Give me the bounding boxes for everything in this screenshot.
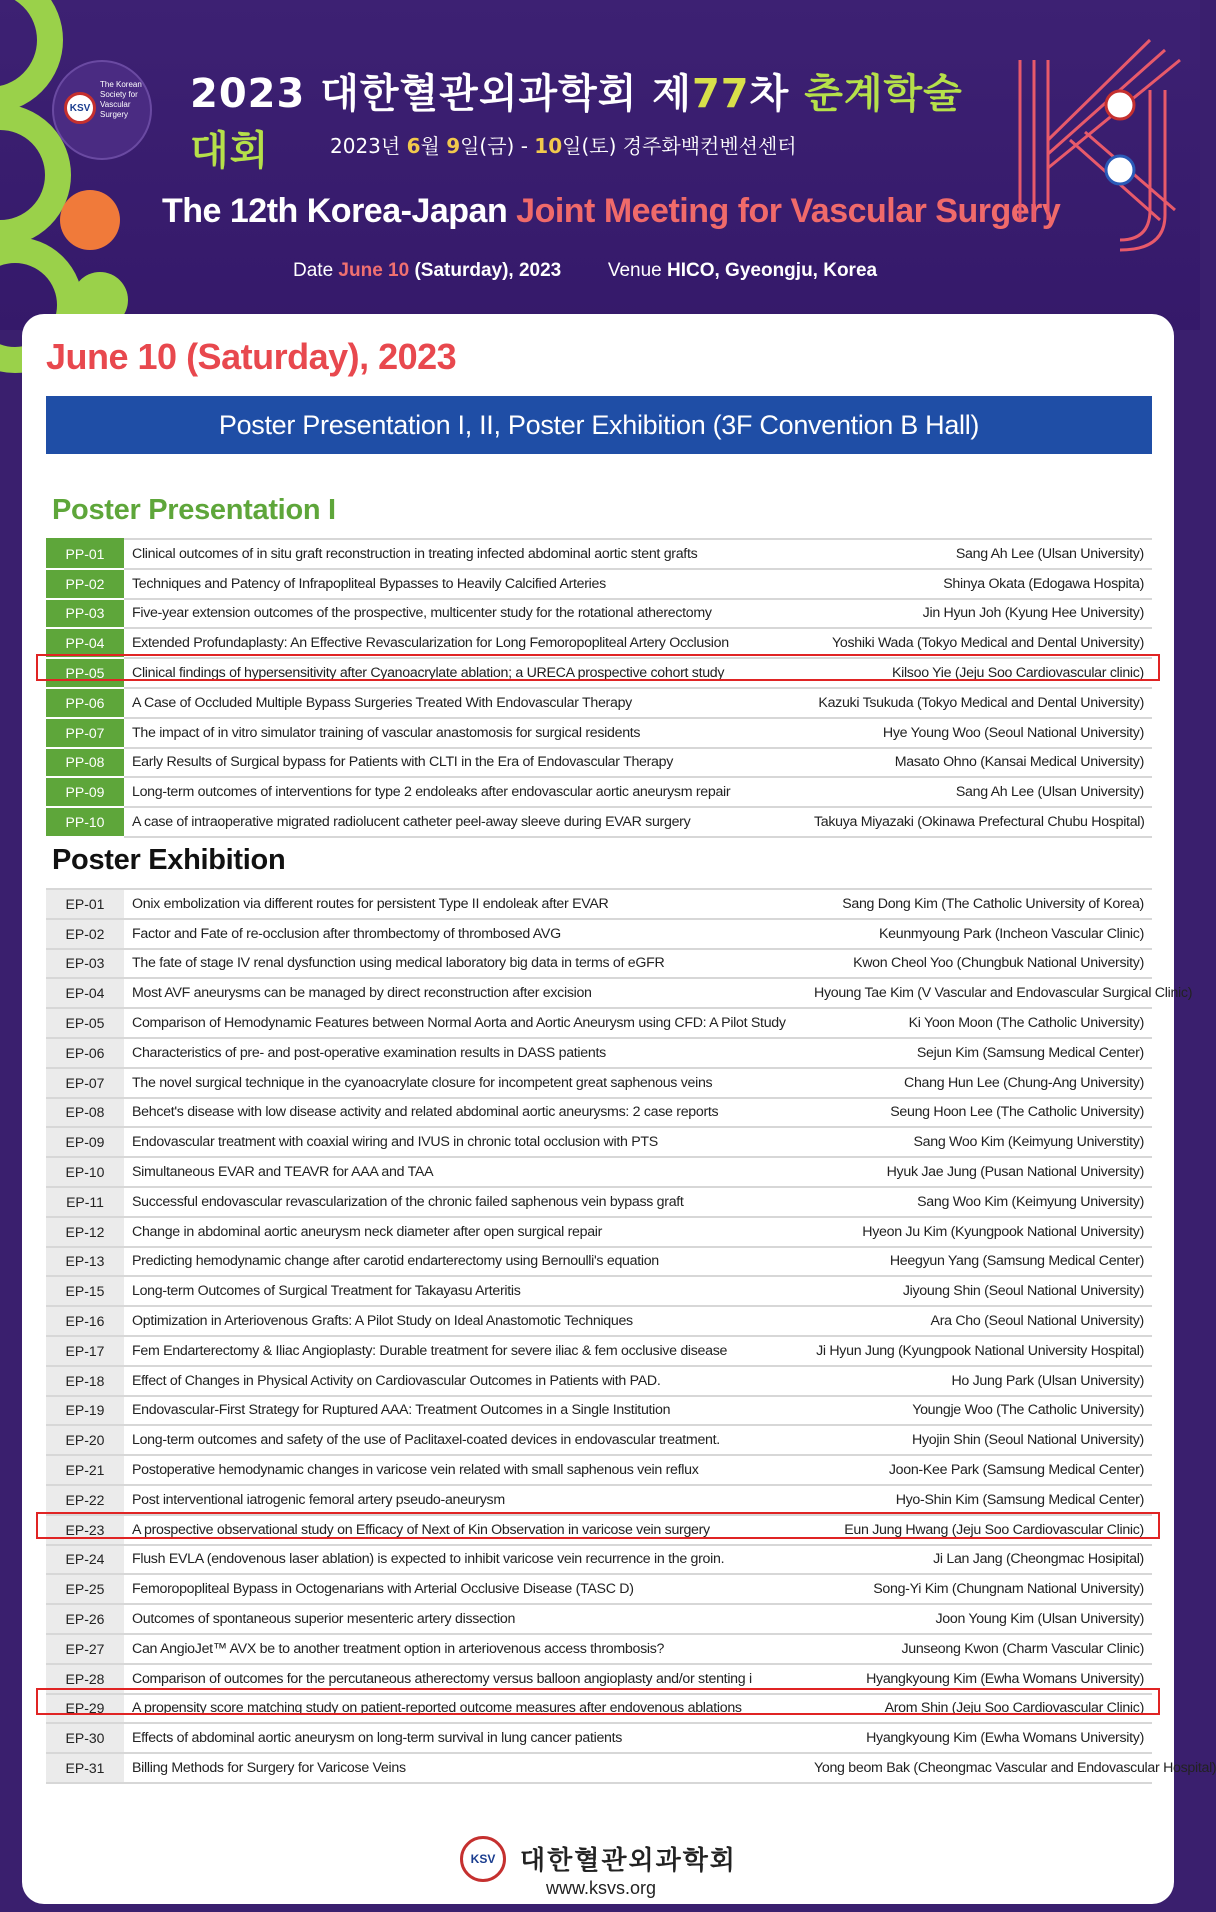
table-row (46, 748, 1152, 778)
cell-code: PP-05 (46, 658, 124, 688)
table-row (46, 1127, 1152, 1157)
kj-logo-icon (1000, 20, 1200, 250)
cell-code: EP-01 (46, 889, 124, 919)
table-row (46, 658, 1152, 688)
table-row (46, 628, 1152, 658)
cell-title: Five-year extension outcomes of the prospective, multicenter study for the rotational atherectomy (124, 599, 814, 629)
cell-title: Simultaneous EVAR and TEAVR for AAA and TAA (124, 1157, 814, 1187)
cell-title: Femoropopliteal Bypass in Octogenarians with Arterial Occlusive Disease (TASC D) (124, 1574, 814, 1604)
table-row (46, 1515, 1152, 1545)
cell-title: Most AVF aneurysms can be managed by direct reconstruction after excision (124, 978, 814, 1008)
table-row (46, 1574, 1152, 1604)
footer-url[interactable]: www.ksvs.org (546, 1878, 657, 1898)
cell-author: Hyo-Shin Kim (Samsung Medical Center) (814, 1485, 1152, 1515)
table-row (46, 1753, 1152, 1783)
poster-exhibition-title: Poster Exhibition (52, 844, 286, 876)
table-row (46, 1694, 1152, 1724)
cell-code: PP-01 (46, 539, 124, 569)
header-date-korean: 2023년 6월 9일(금) - 10일(토) 경주화백컨벤션센터 (330, 134, 797, 158)
table-row (46, 1664, 1152, 1694)
cell-author: Ji Lan Jang (Cheongmac Hosipital) (814, 1545, 1152, 1575)
cell-code: EP-10 (46, 1157, 124, 1187)
cell-author: Hyojin Shin (Seoul National University) (814, 1425, 1152, 1455)
cell-code: EP-22 (46, 1485, 124, 1515)
cell-code: EP-21 (46, 1455, 124, 1485)
table-row (46, 1157, 1152, 1187)
table-row (46, 599, 1152, 629)
cell-title: Clinical findings of hypersensitivity after Cyanoacrylate ablation; a URECA prospective cohort study (124, 658, 814, 688)
table-row (46, 1366, 1152, 1396)
cell-code: EP-18 (46, 1366, 124, 1396)
header-info: Date June 10 (Saturday), 2023 Venue HICO, Gyeongju, Korea (293, 260, 878, 281)
decorative-rings (0, 0, 140, 330)
cell-title: Can AngioJet™ AVX be to another treatment option in arteriovenous access thrombosis? (124, 1634, 814, 1664)
table-row (46, 1187, 1152, 1217)
poster-exhibition-table (46, 888, 1216, 1784)
cell-title: Flush EVLA (endovenous laser ablation) is expected to inhibit varicose vein recurrence in the groin. (124, 1545, 814, 1575)
cell-title: A case of intraoperative migrated radiolucent catheter peel-away sleeve during EVAR surgery (124, 807, 814, 837)
cell-code: EP-08 (46, 1098, 124, 1128)
cell-title: A propensity score matching study on patient-reported outcome measures after endovenous ablations (124, 1694, 814, 1724)
cell-code: PP-02 (46, 569, 124, 599)
cell-title: Post interventional iatrogenic femoral artery pseudo-aneurysm (124, 1485, 814, 1515)
cell-code: PP-06 (46, 688, 124, 718)
table-row (46, 1485, 1152, 1515)
cell-author: Eun Jung Hwang (Jeju Soo Cardiovascular Clinic) (814, 1515, 1152, 1545)
cell-author: Sang Ah Lee (Ulsan University) (814, 777, 1152, 807)
cell-author: Arom Shin (Jeju Soo Cardiovascular Clinic) (814, 1694, 1152, 1724)
cell-code: PP-09 (46, 777, 124, 807)
cell-author: Seung Hoon Lee (The Catholic University) (814, 1098, 1152, 1128)
cell-author: Jiyoung Shin (Seoul National University) (814, 1276, 1152, 1306)
cell-code: EP-03 (46, 949, 124, 979)
cell-code: PP-03 (46, 599, 124, 629)
cell-code: EP-06 (46, 1038, 124, 1068)
cell-code: EP-11 (46, 1187, 124, 1217)
page-header (0, 0, 1200, 330)
cell-title: The impact of in vitro simulator training of vascular anastomosis for surgical residents (124, 718, 814, 748)
cell-code: EP-04 (46, 978, 124, 1008)
cell-author: Hyangkyoung Kim (Ewha Womans University) (814, 1664, 1152, 1694)
cell-author: Masato Ohno (Kansai Medical University) (814, 748, 1152, 778)
cell-code: PP-08 (46, 748, 124, 778)
cell-title: Long-term outcomes and safety of the use of Paclitaxel-coated devices in endovascular treatment. (124, 1425, 814, 1455)
cell-title: Clinical outcomes of in situ graft reconstruction in treating infected abdominal aortic stent grafts (124, 539, 814, 569)
cell-title: The fate of stage IV renal dysfunction using medical laboratory big data in terms of eGFR (124, 949, 814, 979)
cell-author: Joon Young Kim (Ulsan University) (814, 1604, 1152, 1634)
cell-title: Characteristics of pre- and post-operative examination results in DASS patients (124, 1038, 814, 1068)
cell-author: Takuya Miyazaki (Okinawa Prefectural Chubu Hospital) (814, 807, 1152, 837)
cell-title: Predicting hemodynamic change after carotid endarterectomy using Bernoulli's equation (124, 1247, 814, 1277)
cell-code: EP-17 (46, 1336, 124, 1366)
cell-code: EP-23 (46, 1515, 124, 1545)
cell-author: Keunmyoung Park (Incheon Vascular Clinic) (814, 919, 1152, 949)
cell-code: EP-09 (46, 1127, 124, 1157)
table-row (46, 1068, 1152, 1098)
cell-title: Techniques and Patency of Infrapopliteal Bypasses to Heavily Calcified Arteries (124, 569, 814, 599)
cell-code: EP-16 (46, 1306, 124, 1336)
cell-code: EP-24 (46, 1545, 124, 1575)
cell-author: Hyeon Ju Kim (Kyungpook National University) (814, 1217, 1152, 1247)
cell-code: EP-28 (46, 1664, 124, 1694)
table-row (46, 539, 1152, 569)
footer-logo (460, 1836, 740, 1896)
cell-title: The novel surgical technique in the cyanoacrylate closure for incompetent great saphenous veins (124, 1068, 814, 1098)
day-title: June 10 (Saturday), 2023 (46, 336, 457, 377)
cell-author: Sang Woo Kim (Keimyung University) (814, 1187, 1152, 1217)
cell-title: Effect of Changes in Physical Activity on Cardiovascular Outcomes in Patients with PAD. (124, 1366, 814, 1396)
cell-author: Song-Yi Kim (Chungnam National University) (814, 1574, 1152, 1604)
cell-author: Heegyun Yang (Samsung Medical Center) (814, 1247, 1152, 1277)
table-row (46, 777, 1152, 807)
cell-title: Endovascular-First Strategy for Ruptured AAA: Treatment Outcomes in a Single Institution (124, 1396, 814, 1426)
cell-code: EP-07 (46, 1068, 124, 1098)
table-row (46, 1008, 1152, 1038)
table-row (46, 1098, 1152, 1128)
cell-code: EP-29 (46, 1694, 124, 1724)
cell-author: Kilsoo Yie (Jeju Soo Cardiovascular clinic) (814, 658, 1152, 688)
cell-title: Successful endovascular revascularization of the chronic failed saphenous vein bypass graft (124, 1187, 814, 1217)
session-banner: Poster Presentation I, II, Poster Exhibition (3F Convention B Hall) (46, 396, 1152, 454)
cell-code: EP-27 (46, 1634, 124, 1664)
program-card (22, 314, 1216, 1904)
cell-title: Postoperative hemodynamic changes in varicose vein related with small saphenous vein reflux (124, 1455, 814, 1485)
cell-author: Jin Hyun Joh (Kyung Hee University) (814, 599, 1152, 629)
cell-title: Optimization in Arteriovenous Grafts: A Pilot Study on Ideal Anastomotic Techniques (124, 1306, 814, 1336)
cell-author: Youngje Woo (The Catholic University) (814, 1396, 1152, 1426)
cell-title: A prospective observational study on Efficacy of Next of Kin Observation in varicose vein surgery (124, 1515, 814, 1545)
logo-text: The Korean Society for Vascular Surgery (100, 80, 142, 119)
cell-title: A Case of Occluded Multiple Bypass Surgeries Treated With Endovascular Therapy (124, 688, 814, 718)
table-row (46, 1634, 1152, 1664)
cell-code: EP-15 (46, 1276, 124, 1306)
table-row (46, 1545, 1152, 1575)
cell-code: PP-10 (46, 807, 124, 837)
cell-title: Long-term Outcomes of Surgical Treatment for Takayasu Arteritis (124, 1276, 814, 1306)
footer-society-name: 대한혈관외과학회 (520, 1846, 737, 1876)
cell-author: Yoshiki Wada (Tokyo Medical and Dental University) (814, 628, 1152, 658)
cell-title: Endovascular treatment with coaxial wiring and IVUS in chronic total occlusion with PTS (124, 1127, 814, 1157)
cell-title: Extended Profundaplasty: An Effective Revascularization for Long Femoropopliteal Artery Occlusion (124, 628, 814, 658)
table-row (46, 889, 1152, 919)
cell-code: EP-26 (46, 1604, 124, 1634)
cell-title: Comparison of outcomes for the percutaneous atherectomy versus balloon angioplasty and/or stenting i (124, 1664, 814, 1694)
table-row (46, 569, 1152, 599)
cell-title: Change in abdominal aortic aneurysm neck diameter after open surgical repair (124, 1217, 814, 1247)
seal-icon: KSV (460, 1836, 506, 1882)
seal-icon: KSV (64, 92, 96, 124)
cell-author: Ho Jung Park (Ulsan University) (814, 1366, 1152, 1396)
table-row (46, 1276, 1152, 1306)
table-row (46, 949, 1152, 979)
cell-author: Sang Ah Lee (Ulsan University) (814, 539, 1152, 569)
cell-code: EP-25 (46, 1574, 124, 1604)
cell-author: Junseong Kwon (Charm Vascular Clinic) (814, 1634, 1152, 1664)
cell-code: EP-13 (46, 1247, 124, 1277)
cell-code: EP-20 (46, 1425, 124, 1455)
table-row (46, 1455, 1152, 1485)
table-row (46, 1723, 1152, 1753)
table-row (46, 1217, 1152, 1247)
cell-code: EP-19 (46, 1396, 124, 1426)
table-row (46, 919, 1152, 949)
cell-title: Factor and Fate of re-occlusion after thrombectomy of thrombosed AVG (124, 919, 814, 949)
cell-code: EP-02 (46, 919, 124, 949)
table-row (46, 978, 1152, 1008)
cell-title: Outcomes of spontaneous superior mesenteric artery dissection (124, 1604, 814, 1634)
poster-presentation-title: Poster Presentation I (52, 494, 336, 526)
cell-title: Onix embolization via different routes for persistent Type II endoleak after EVAR (124, 889, 814, 919)
cell-author: Kazuki Tsukuda (Tokyo Medical and Dental University) (814, 688, 1152, 718)
cell-author: Ara Cho (Seoul National University) (814, 1306, 1152, 1336)
cell-title: Fem Endarterectomy & Iliac Angioplasty: Durable treatment for severe iliac & fem occlusive disease (124, 1336, 814, 1366)
cell-title: Comparison of Hemodynamic Features between Normal Aorta and Aortic Aneurysm using CFD: A Pilot Study (124, 1008, 814, 1038)
cell-code: EP-05 (46, 1008, 124, 1038)
cell-code: EP-30 (46, 1723, 124, 1753)
cell-author: Sang Dong Kim (The Catholic University of Korea) (814, 889, 1152, 919)
cell-author: Sejun Kim (Samsung Medical Center) (814, 1038, 1152, 1068)
header-title: 2023 대한혈관외과학회 제77차 춘계학술대회 (190, 71, 963, 174)
cell-author: Yong beom Bak (Cheongmac Vascular and Endovascular Hospital) (814, 1753, 1152, 1783)
cell-author: Hyuk Jae Jung (Pusan National University) (814, 1157, 1152, 1187)
table-row (46, 1604, 1152, 1634)
cell-title: Billing Methods for Surgery for Varicose Veins (124, 1753, 814, 1783)
cell-code: EP-31 (46, 1753, 124, 1783)
cell-code: PP-04 (46, 628, 124, 658)
poster-presentation-table (46, 538, 1152, 838)
cell-author: Kwon Cheol Yoo (Chungbuk National University) (814, 949, 1152, 979)
cell-author: Hyoung Tae Kim (V Vascular and Endovascular Surgical Clinic) (814, 978, 1152, 1008)
table-row (46, 1396, 1152, 1426)
table-row (46, 1425, 1152, 1455)
header-subtitle: The 12th Korea-Japan Joint Meeting for Vascular Surgery (162, 192, 1061, 230)
table-row (46, 1336, 1152, 1366)
table-row (46, 1247, 1152, 1277)
cell-title: Long-term outcomes of interventions for type 2 endoleaks after endovascular aortic aneurysm repair (124, 777, 814, 807)
cell-code: PP-07 (46, 718, 124, 748)
cell-author: Ji Hyun Jung (Kyungpook National University Hospital) (814, 1336, 1152, 1366)
cell-author: Sang Woo Kim (Keimyung Universtity) (814, 1127, 1152, 1157)
table-row (46, 807, 1152, 837)
cell-author: Shinya Okata (Edogawa Hospita) (814, 569, 1152, 599)
cell-author: Joon-Kee Park (Samsung Medical Center) (814, 1455, 1152, 1485)
cell-title: Effects of abdominal aortic aneurysm on long-term survival in lung cancer patients (124, 1723, 814, 1753)
table-row (46, 718, 1152, 748)
cell-title: Early Results of Surgical bypass for Patients with CLTI in the Era of Endovascular Therapy (124, 748, 814, 778)
table-row (46, 1038, 1152, 1068)
cell-title: Behcet's disease with low disease activity and related abdominal aortic aneurysms: 2 case reports (124, 1098, 814, 1128)
cell-code: EP-12 (46, 1217, 124, 1247)
cell-author: Ki Yoon Moon (The Catholic University) (814, 1008, 1152, 1038)
cell-author: Hye Young Woo (Seoul National University) (814, 718, 1152, 748)
cell-author: Chang Hun Lee (Chung-Ang University) (814, 1068, 1152, 1098)
table-row (46, 688, 1152, 718)
society-logo (52, 60, 152, 160)
cell-author: Hyangkyoung Kim (Ewha Womans University) (814, 1723, 1152, 1753)
table-row (46, 1306, 1152, 1336)
